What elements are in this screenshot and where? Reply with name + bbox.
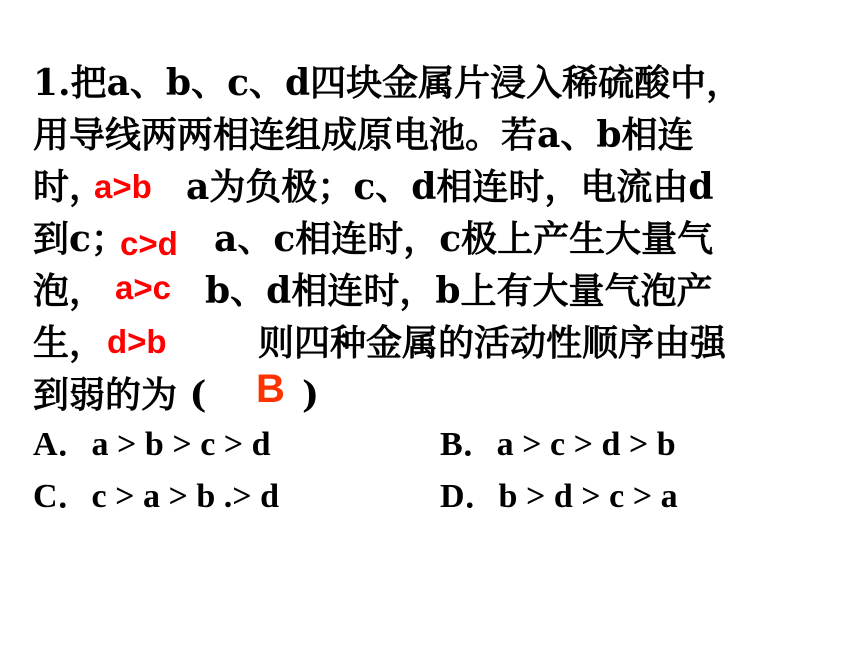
annotation-c-gt-d: c>d — [120, 225, 178, 262]
question-line-7-close: ) — [302, 374, 320, 416]
annotation-d-gt-b: d>b — [107, 323, 167, 360]
option-d: D．b > d > c > a — [440, 478, 678, 515]
question-line-4-tail: a、c相连时，c极上产生大量气 — [214, 218, 714, 260]
question-line-6-head: 生， — [33, 322, 106, 364]
question-line-7-head: 到弱的为 ( — [33, 374, 207, 416]
question-line-5-tail: b、d相连时，b上有大量气泡产 — [205, 270, 713, 312]
option-c: C．c > a > b .> d — [33, 478, 280, 515]
annotation-a-gt-c: a>c — [115, 269, 171, 306]
question-line-6-tail: 则四种金属的活动性顺序由强 — [258, 322, 727, 364]
question-line-2: 用导线两两相连组成原电池。若a、b相连 — [33, 114, 694, 156]
question-line-3-head: 时， — [33, 166, 106, 208]
option-b: B．a > c > d > b — [440, 426, 676, 463]
question-line-5-head: 泡， — [33, 270, 106, 312]
option-a: A．a > b > c > d — [33, 426, 271, 463]
question-line-3-tail: a为负极；c、d相连时，电流由d — [186, 166, 714, 208]
question-line-4-head: 到c； — [33, 218, 127, 260]
annotation-a-gt-b: a>b — [94, 168, 152, 205]
answer-letter: B — [256, 367, 285, 411]
question-line-1: 1.把a、b、c、d四块金属片浸入稀硫酸中， — [33, 62, 743, 104]
